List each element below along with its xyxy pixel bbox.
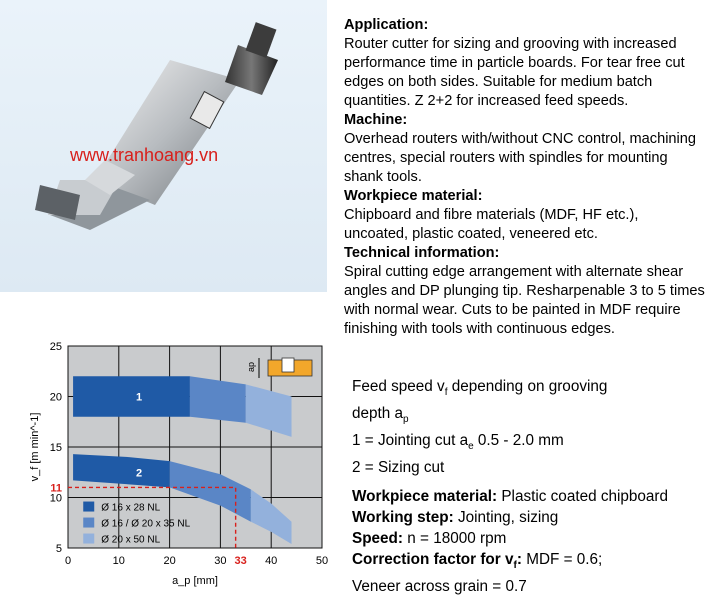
- x-tick-label: 0: [64, 555, 72, 567]
- technical-heading: Technical information:: [344, 245, 500, 261]
- machine-text: Overhead routers with/without CNC control, machining centres, special routers with spindles for mounting shank tools.: [344, 131, 697, 185]
- jointing-line: 1 = Jointing cut $a_e$ 0.5 - 2.0 mm: [352, 432, 564, 453]
- y-tick-label: 10: [49, 492, 62, 505]
- watermark: www.tranhoang.vn: [70, 145, 219, 165]
- chart-svg: [0, 336, 340, 599]
- y-tick-label: 11: [50, 482, 62, 495]
- y-tick-label: 15: [49, 442, 62, 454]
- speed-line: Speed: n = 18000 rpm: [352, 530, 507, 548]
- veneer-line: Veneer across grain = 0.7: [352, 578, 527, 596]
- sizing-line: 2 = Sizing cut: [352, 459, 445, 477]
- x-tick-label: 50: [315, 555, 329, 567]
- machine-heading: Machine:: [344, 112, 408, 128]
- legend-label: Ø 20 x 50 NL: [101, 534, 161, 546]
- workpiece-line: Workpiece material: Plastic coated chipboard: [352, 488, 669, 506]
- legend-swatch: [83, 534, 94, 544]
- step-line: Working step: Jointing, sizing: [352, 509, 559, 527]
- workpiece-text: Chipboard and fibre materials (MDF, HF etc.), uncoated, plastic coated, veneered etc.: [344, 207, 639, 242]
- y-tick-label: 5: [55, 543, 62, 555]
- legend-label: Ø 16 / Ø 20 x 35 NL: [101, 518, 191, 530]
- x-axis-label: a_p [mm]: [172, 575, 218, 587]
- series-band-1: [73, 376, 190, 416]
- series-band-1: [190, 376, 246, 422]
- product-photo: [0, 0, 327, 292]
- y-tick-label: 25: [49, 341, 62, 353]
- curve-label-2: 2: [136, 467, 143, 480]
- feed-speed-chart: [0, 336, 340, 599]
- curve-label-1: 1: [136, 391, 143, 404]
- x-tick-label: 10: [112, 555, 125, 567]
- groove-slot-icon: [282, 358, 294, 372]
- x-tick-label: 33: [234, 555, 247, 567]
- workpiece-heading: Workpiece material:: [344, 188, 483, 204]
- application-heading: Application:: [344, 17, 429, 33]
- depth-symbol: ap: [246, 361, 256, 372]
- legend-label: Ø 16 x 28 NL: [101, 502, 161, 514]
- depth-line: depth $a_p$: [352, 405, 409, 426]
- technical-text: Spiral cutting edge arrangement with alternate shear angles and DP plunging tip. Resharpenable 3 to 5 times with normal wear. Cuts to be painted in MDF require finishing with tools with continuous edges.: [344, 264, 705, 337]
- chart-description: [352, 376, 708, 597]
- x-tick-label: 30: [214, 555, 227, 567]
- legend-swatch: [83, 518, 94, 528]
- legend-swatch: [83, 502, 94, 512]
- x-tick-label: 20: [163, 555, 176, 567]
- x-tick-label: 40: [265, 555, 278, 567]
- feed-speed-line: Feed speed $v_f$ depending on grooving: [352, 378, 608, 399]
- y-axis-label: v_f [m min^-1]: [29, 412, 41, 482]
- application-text: Router cutter for sizing and grooving with increased performance time in particle boards. For tear free cut edges on both sides. Suitable for medium batch quantities. Z 2+2 for increased feed speeds.: [344, 36, 685, 109]
- y-tick-label: 20: [49, 391, 62, 404]
- correction-line: Correction factor for $v_f$: MDF = 0.6;: [352, 551, 603, 572]
- description-panel: [344, 16, 706, 339]
